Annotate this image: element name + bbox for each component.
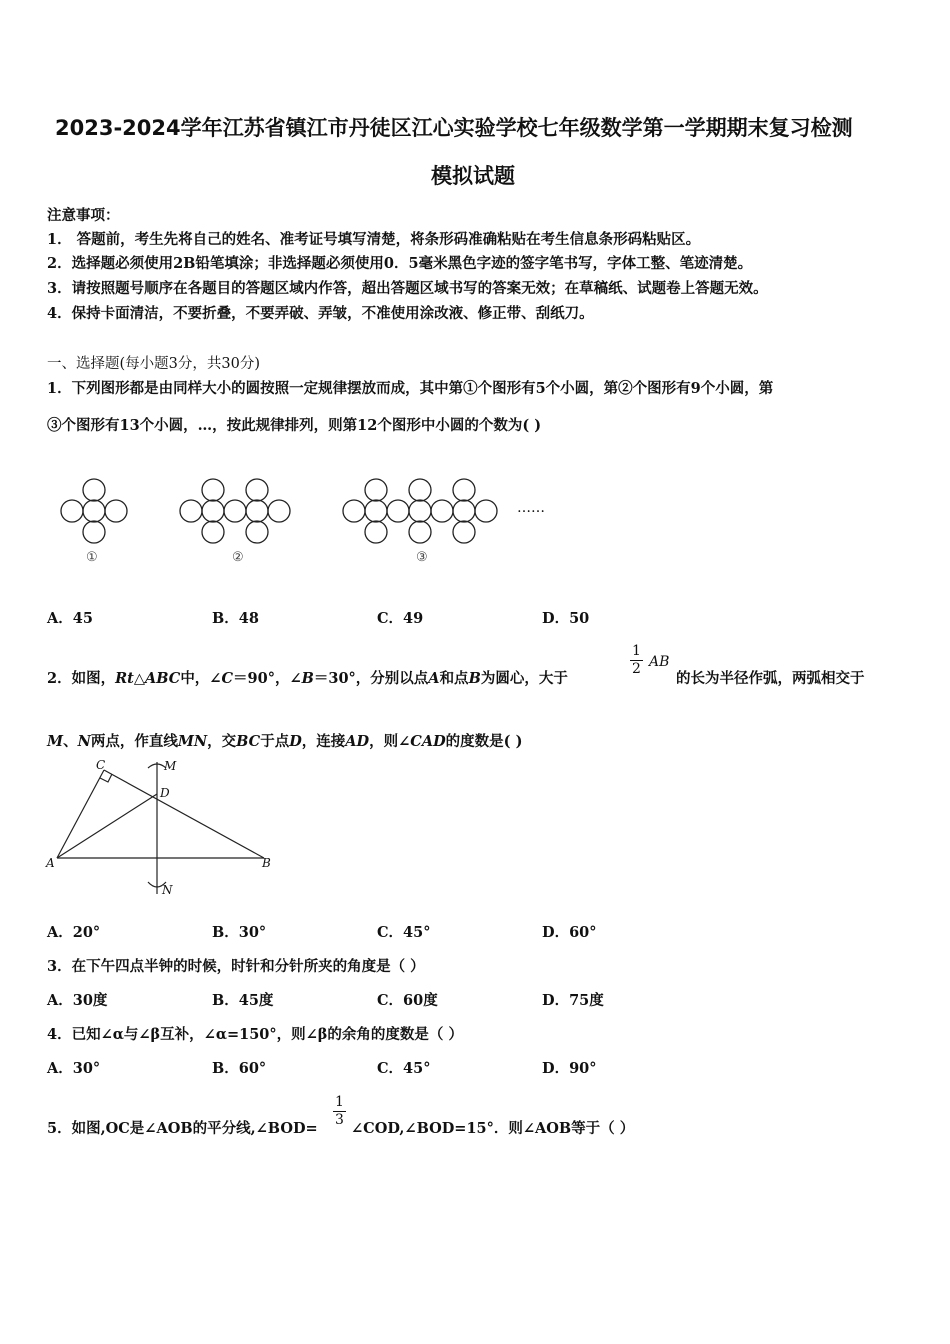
q2-label-b: B: [262, 856, 271, 870]
q3-option-b: B．45度: [212, 992, 274, 1009]
notice-item-3: 3．请按照题号顺序在各题目的答题区域内作答，超出答题区域书写的答案无效；在草稿纸、试题卷上答题无效。: [47, 280, 768, 297]
q1-option-b: B．48: [212, 610, 259, 627]
q2-label-a: A: [46, 856, 55, 870]
q5-fraction: $\frac{1}{3}$: [335, 1094, 344, 1128]
q4-option-a: A．30°: [47, 1060, 101, 1077]
q2-label-c: C: [96, 758, 106, 772]
q2-option-a: A．20°: [47, 924, 101, 941]
q1-text-line1: 1．下列图形都是由同样大小的圆按照一定规律摆放而成，其中第①个图形有5个小圆，第②个图形有9个小圆，第: [47, 380, 774, 397]
q1-fig-label-1: ①: [86, 550, 98, 565]
notice-heading: 注意事项：: [47, 207, 120, 224]
page-title-line2: 模拟试题: [431, 164, 515, 188]
section-heading: 一、选择题(每小题3分，共30分): [47, 356, 260, 372]
q2-option-c: C．45°: [377, 924, 431, 941]
notice-item-2: 2．选择题必须使用2B铅笔填涂；非选择题必须使用0．5毫米黑色字迹的签字笔书写，字体工整、笔迹清楚。: [47, 255, 753, 272]
q2-text-line1: 2．如图，Rt△ABC中，∠C＝90°，∠B＝30°，分别以点A和点B为圆心，大于: [47, 670, 568, 687]
q4-text: 4．已知∠α与∠β互补，∠α=150°，则∠β的余角的度数是（ ）: [47, 1026, 463, 1043]
q2-text-line1-end: 的长为半径作弧，两弧相交于: [676, 670, 865, 687]
q2-label-n: N: [162, 883, 173, 897]
q4-option-c: C．45°: [377, 1060, 431, 1077]
q2-fraction: $\frac{1}{2}$: [632, 643, 641, 677]
q5-text-start: 5．如图,OC是∠AOB的平分线,∠BOD=: [47, 1120, 318, 1137]
notice-item-1: 1． 答题前，考生先将自己的姓名、准考证号填写清楚，将条形码准确粘贴在考生信息条形码粘贴区。: [47, 231, 701, 248]
q4-option-b: B．60°: [212, 1060, 267, 1077]
q4-option-d: D．90°: [542, 1060, 597, 1077]
q2-triangle-figure: [0, 750, 300, 900]
q3-option-a: A．30度: [47, 992, 108, 1009]
q1-option-a: A．45: [47, 610, 93, 627]
q1-option-c: C．49: [377, 610, 424, 627]
q1-option-d: D．50: [542, 610, 590, 627]
q1-fig-label-3: ③: [416, 550, 428, 565]
q2-label-d: D: [160, 786, 170, 800]
q2-option-d: D．60°: [542, 924, 597, 941]
q3-option-c: C．60度: [377, 992, 438, 1009]
q2-text-line2: M、N两点，作直线MN，交BC于点D，连接AD，则∠CAD的度数是( ): [47, 733, 523, 750]
notice-item-4: 4．保持卡面清洁，不要折叠，不要弄破、弄皱，不准使用涂改液、修正带、刮纸刀。: [47, 305, 594, 322]
q3-option-d: D．75度: [542, 992, 604, 1009]
q1-ellipsis: ……: [517, 500, 545, 516]
q2-label-m: M: [164, 759, 177, 773]
q1-fig-label-2: ②: [232, 550, 244, 565]
q2-option-b: B．30°: [212, 924, 267, 941]
page-title: 2023-2024学年江苏省镇江市丹徒区江心实验学校七年级数学第一学期期末复习检测: [55, 116, 853, 140]
q2-ab: AB: [649, 654, 670, 670]
q5-text-end: ∠COD,∠BOD=15°．则∠AOB等于（ ）: [351, 1120, 635, 1137]
q1-text-line2: ③个图形有13个小圆，…，按此规律排列，则第12个图形中小圆的个数为( ): [47, 417, 542, 434]
q3-text: 3．在下午四点半钟的时候，时针和分针所夹的角度是（ ）: [47, 958, 425, 975]
